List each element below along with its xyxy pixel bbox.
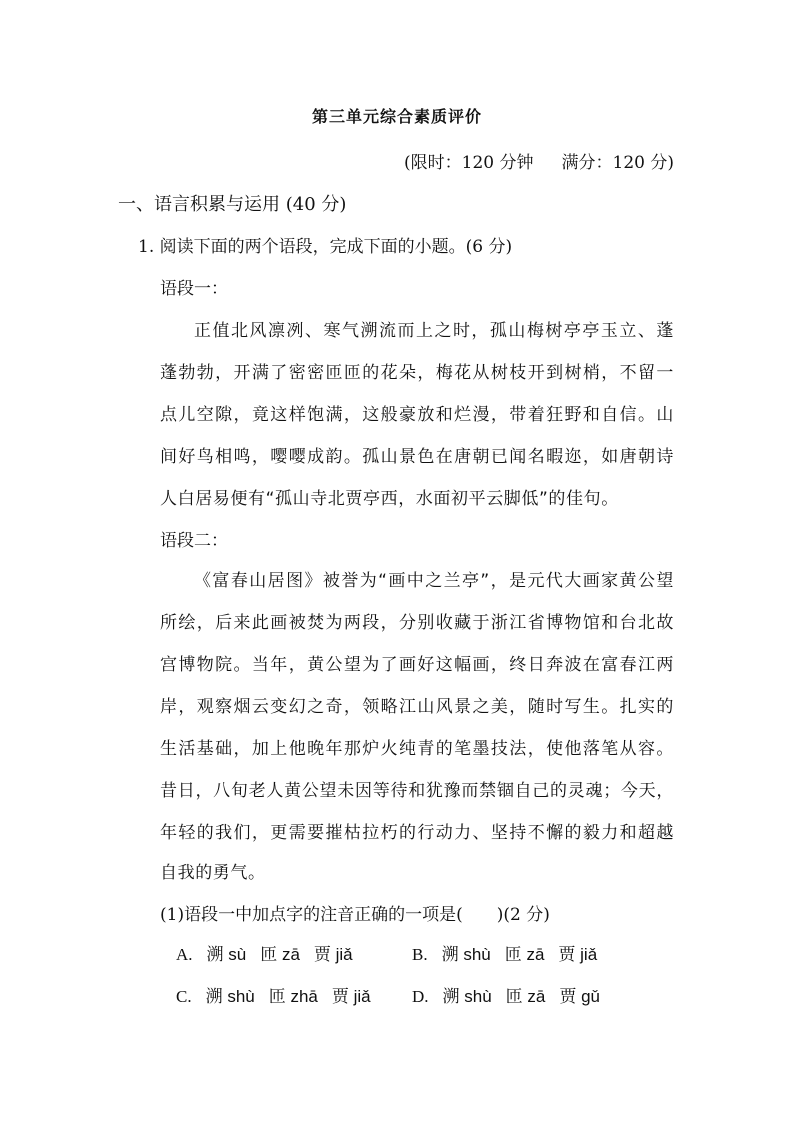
passage-2-label: 语段二： xyxy=(160,531,228,551)
option-item: 贾 jiǎ xyxy=(331,987,371,1006)
passage-2-line: 生活基础，加上他晚年那炉火纯青的笔墨技法，使他落笔从容。 xyxy=(160,739,674,759)
option-item: 溯 shù xyxy=(441,945,491,964)
option-letter: D. xyxy=(412,987,429,1006)
passage-2-line: 岸，观察烟云变幻之奇，领略江山风景之美，随时写生。扎实的 xyxy=(160,697,674,717)
option-item: 贾 gǔ xyxy=(559,987,600,1006)
passage-2-line: 自我的勇气。 xyxy=(160,863,266,883)
exam-meta xyxy=(404,148,674,173)
section-heading: 一、语言积累与运用 (40 分) xyxy=(118,194,347,215)
option-item: 匝 zhā xyxy=(268,987,318,1006)
full-score: 满分：120 分) xyxy=(561,153,674,173)
passage-1-line: 点儿空隙，竟这样饱满，这般豪放和烂漫，带着狂野和自信。山 xyxy=(160,405,674,425)
option-letter: C. xyxy=(176,987,192,1006)
passage-1-line: 正值北风凛冽、寒气溯流而上之时，孤山梅树亭亭玉立、蓬 xyxy=(194,321,674,341)
passage-2-line: 《富春山居图》被誉为“画中之兰亭”，是元代大画家黄公望 xyxy=(194,571,674,591)
question-1-prompt: 1. 阅读下面的两个语段，完成下面的小题。(6 分) xyxy=(138,237,513,257)
option-letter: A. xyxy=(176,945,193,964)
passage-2-line: 所绘，后来此画被焚为两段，分别收藏于浙江省博物馆和台北故 xyxy=(160,613,674,633)
option-d[interactable] xyxy=(412,982,600,1007)
option-item: 贾 jiǎ xyxy=(313,945,353,964)
option-a[interactable] xyxy=(176,940,353,965)
passage-1-label: 语段一： xyxy=(160,279,228,299)
page-title: 第三单元综合素质评价 xyxy=(311,107,482,126)
time-limit: (限时：120 分钟 xyxy=(404,153,534,173)
sub-question-1-prompt: (1)语段一中加点字的注音正确的一项是( )(2 分) xyxy=(160,905,550,925)
passage-1-line: 蓬勃勃，开满了密密匝匝的花朵，梅花从树枝开到树梢，不留一 xyxy=(160,363,674,383)
option-item: 匝 zā xyxy=(504,945,545,964)
option-b[interactable] xyxy=(412,940,597,965)
option-letter: B. xyxy=(412,945,428,964)
passage-2-line: 昔日，八旬老人黄公望未因等待和犹豫而禁锢自己的灵魂；今天， xyxy=(160,781,674,801)
option-item: 贾 jiǎ xyxy=(558,945,598,964)
option-item: 匝 zā xyxy=(505,987,546,1006)
option-item: 溯 sù xyxy=(206,945,247,964)
passage-1-line: 间好鸟相鸣，嘤嘤成韵。孤山景色在唐朝已闻名暇迩，如唐朝诗 xyxy=(160,447,674,467)
passage-2-line: 年轻的我们，更需要摧枯拉朽的行动力、坚持不懈的毅力和超越 xyxy=(160,823,674,843)
option-item: 溯 shù xyxy=(442,987,492,1006)
option-item: 匝 zā xyxy=(260,945,300,964)
passage-2-line: 宫博物院。当年，黄公望为了画好这幅画，终日奔波在富春江两 xyxy=(160,655,674,675)
option-c[interactable] xyxy=(176,982,371,1007)
option-item: 溯 shù xyxy=(205,987,255,1006)
passage-1-line: 人白居易便有“孤山寺北贾亭西，水面初平云脚低”的佳句。 xyxy=(160,489,619,509)
